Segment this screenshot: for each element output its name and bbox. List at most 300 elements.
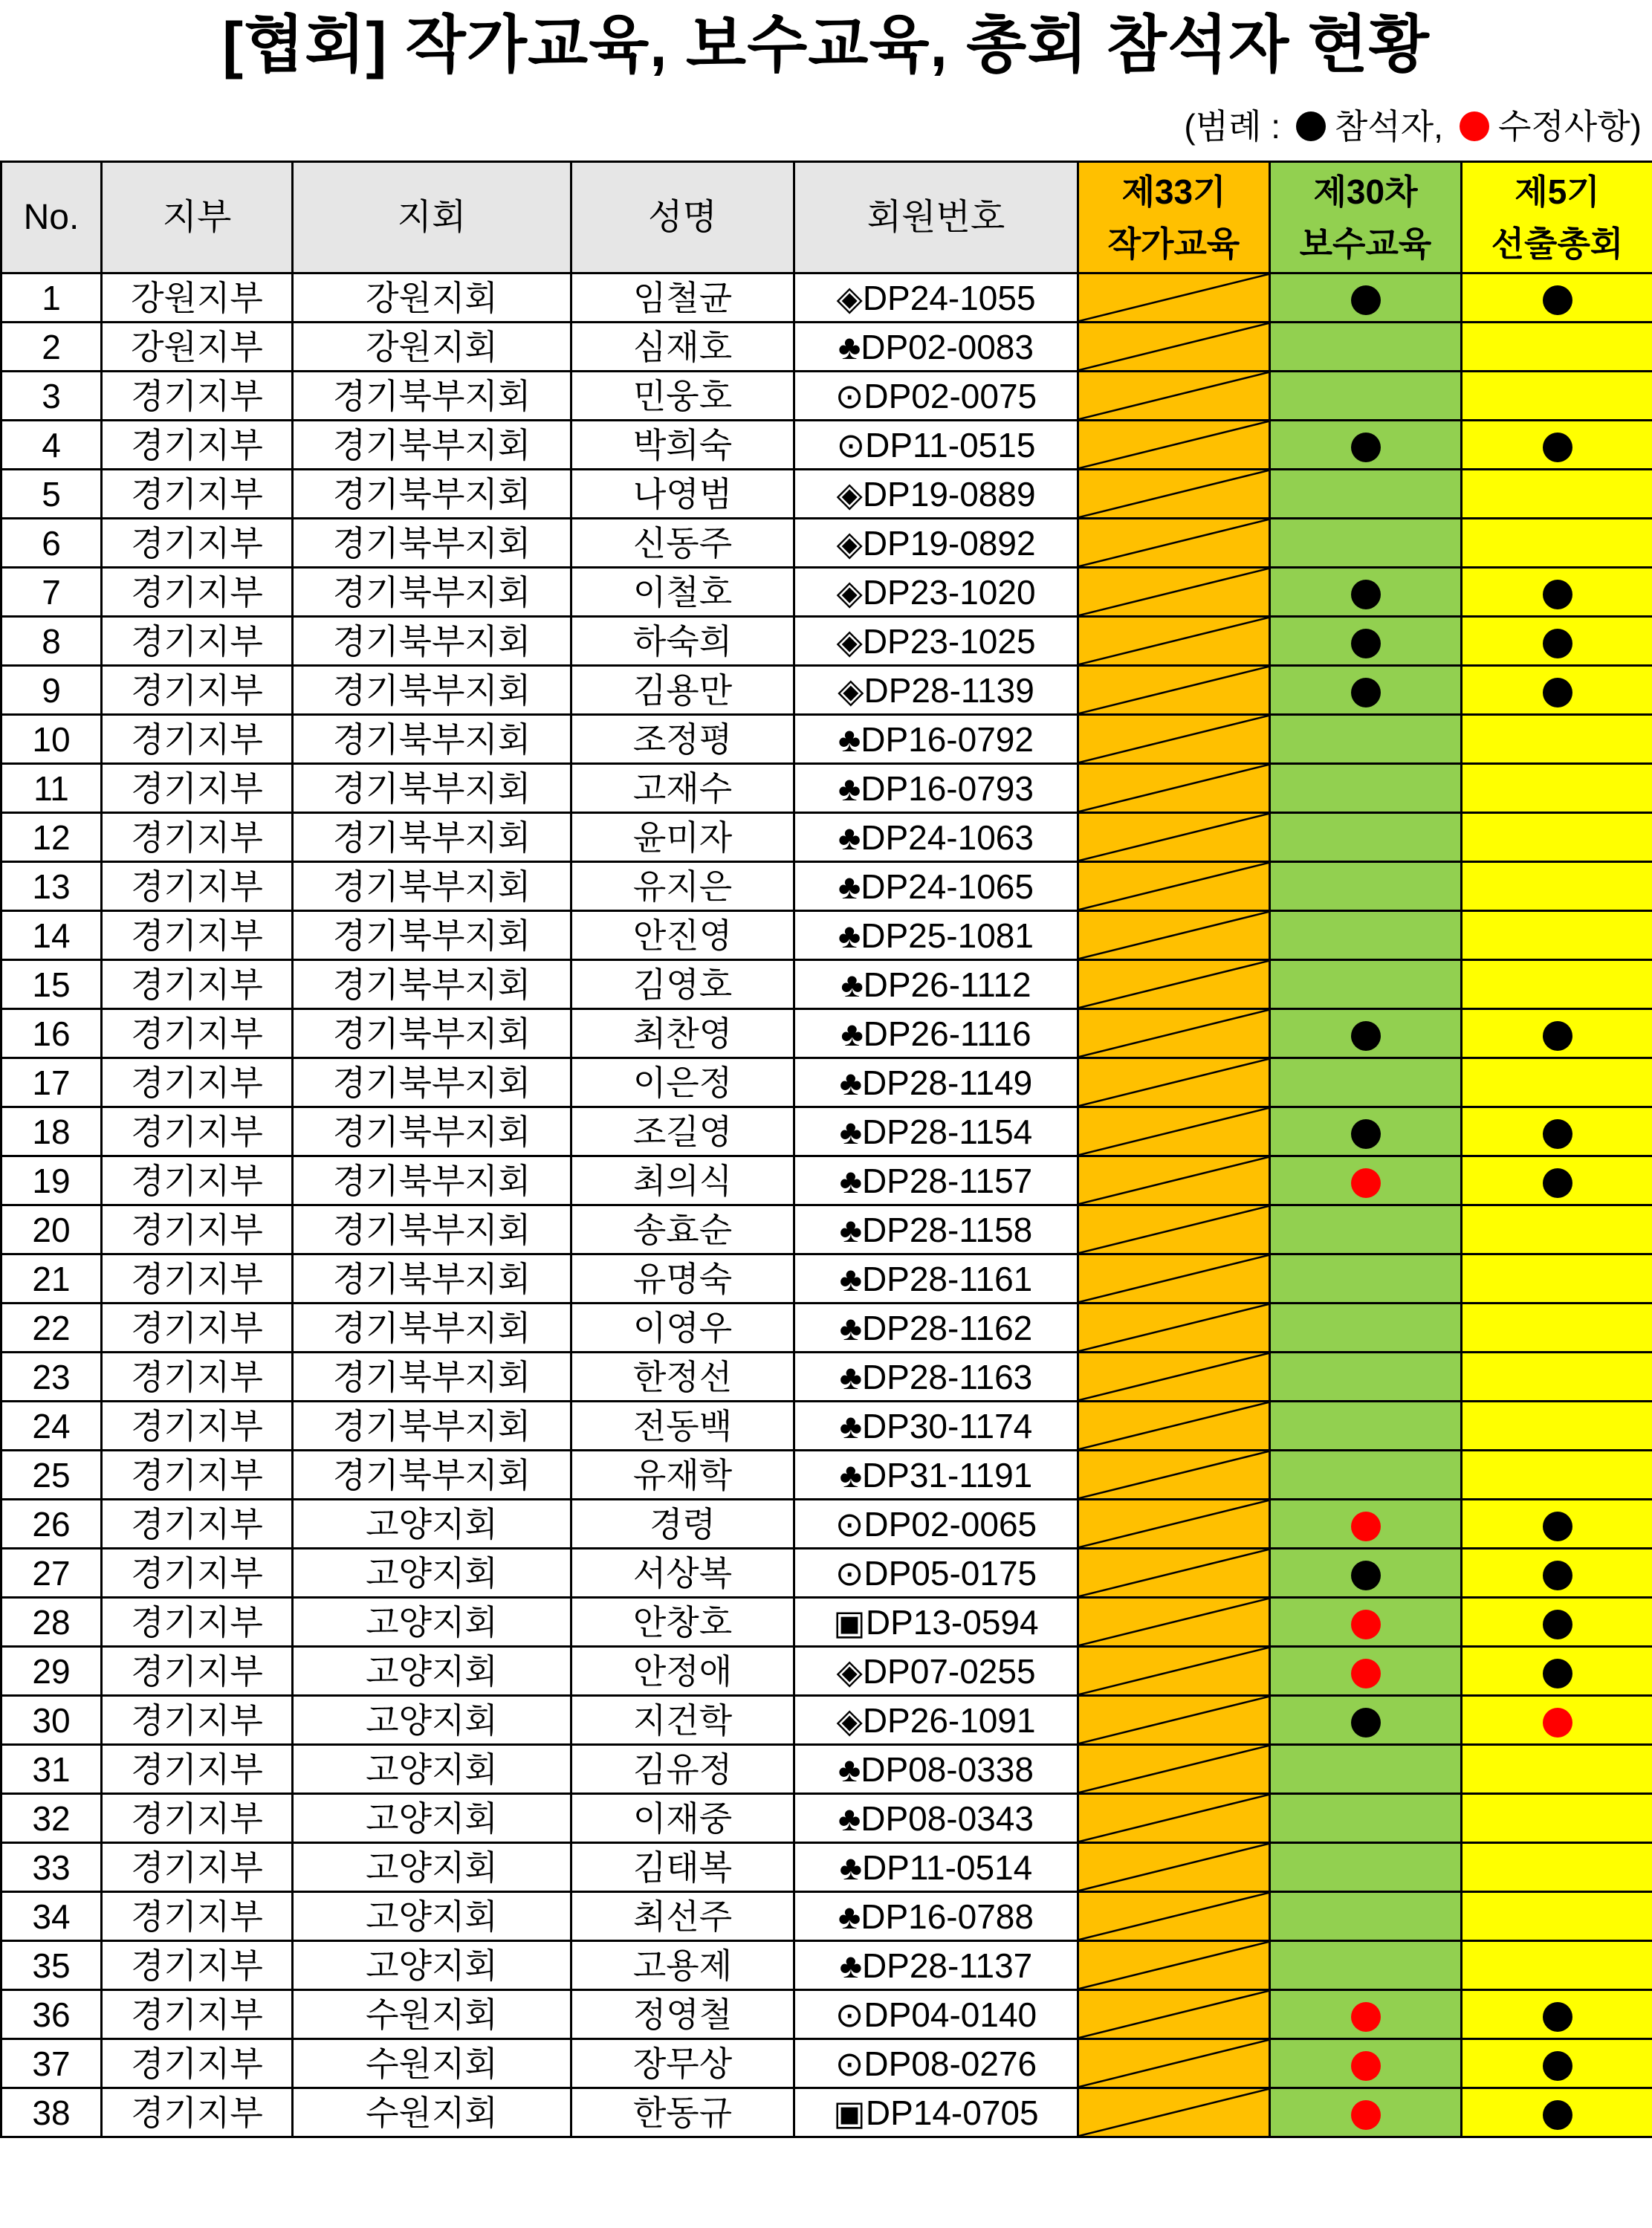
cell-continuing	[1270, 1843, 1462, 1892]
attendee-dot-icon	[1543, 629, 1572, 658]
diagonal-strike-icon	[1079, 912, 1269, 959]
cell-general	[1462, 372, 1652, 421]
cell-member-id: ♣DP31-1191	[794, 1451, 1078, 1500]
cell-education	[1078, 1794, 1270, 1843]
cell-name: 이은정	[571, 1058, 794, 1107]
cell-chapter: 경기북부지회	[293, 764, 571, 813]
cell-no: 19	[1, 1156, 102, 1205]
cell-continuing	[1270, 519, 1462, 568]
cell-branch: 경기지부	[102, 1598, 293, 1647]
header-continuing-line1: 제30차	[1313, 172, 1418, 211]
cell-name: 민웅호	[571, 372, 794, 421]
cell-member-id: ◈DP19-0892	[794, 519, 1078, 568]
cell-name: 최선주	[571, 1892, 794, 1941]
cell-member-id: ▣DP13-0594	[794, 1598, 1078, 1647]
cell-education	[1078, 1598, 1270, 1647]
cell-chapter: 경기북부지회	[293, 666, 571, 715]
cell-education	[1078, 1451, 1270, 1500]
cell-member-id: ⊙DP05-0175	[794, 1549, 1078, 1598]
cell-member-id: ⊙DP08-0276	[794, 2039, 1078, 2088]
cell-chapter: 경기북부지회	[293, 911, 571, 960]
diagonal-strike-icon	[1079, 1991, 1269, 2038]
cell-education	[1078, 568, 1270, 617]
header-education-line2: 작가교육	[1107, 224, 1240, 263]
cell-education	[1078, 1254, 1270, 1304]
diagonal-strike-icon	[1079, 1353, 1269, 1400]
table-row	[1, 1794, 1652, 1843]
cell-general	[1462, 960, 1652, 1009]
table-row	[1, 1647, 1652, 1696]
cell-continuing	[1270, 2088, 1462, 2137]
diagonal-strike-icon	[1079, 716, 1269, 762]
cell-chapter: 경기북부지회	[293, 1353, 571, 1402]
cell-education	[1078, 323, 1270, 372]
diagonal-strike-icon	[1079, 1549, 1269, 1596]
cell-name: 송효순	[571, 1205, 794, 1254]
cell-continuing	[1270, 862, 1462, 911]
diagonal-strike-icon	[1079, 814, 1269, 861]
cell-name: 고용제	[571, 1941, 794, 1990]
cell-continuing	[1270, 1058, 1462, 1107]
cell-branch: 경기지부	[102, 568, 293, 617]
cell-chapter: 경기북부지회	[293, 862, 571, 911]
cell-general	[1462, 1205, 1652, 1254]
attendance-table	[0, 161, 1652, 2138]
cell-member-id: ♣DP28-1149	[794, 1058, 1078, 1107]
cell-general	[1462, 568, 1652, 617]
header-row	[1, 162, 1652, 273]
diagonal-strike-icon	[1079, 1599, 1269, 1645]
cell-member-id: ▣DP14-0705	[794, 2088, 1078, 2137]
diagonal-strike-icon	[1079, 519, 1269, 566]
cell-name: 유재학	[571, 1451, 794, 1500]
cell-name: 안진영	[571, 911, 794, 960]
cell-education	[1078, 1843, 1270, 1892]
table-row	[1, 1451, 1652, 1500]
attendee-dot-icon	[1351, 580, 1381, 609]
cell-general	[1462, 1107, 1652, 1156]
table-row	[1, 1500, 1652, 1549]
diagonal-strike-icon	[1079, 421, 1269, 468]
cell-general	[1462, 862, 1652, 911]
cell-branch: 경기지부	[102, 1353, 293, 1402]
cell-chapter: 고양지회	[293, 1892, 571, 1941]
cell-education	[1078, 1402, 1270, 1451]
cell-branch: 경기지부	[102, 960, 293, 1009]
table-row	[1, 1402, 1652, 1451]
cell-education	[1078, 862, 1270, 911]
diagonal-strike-icon	[1079, 1108, 1269, 1155]
diagonal-strike-icon	[1079, 1010, 1269, 1057]
cell-chapter: 경기북부지회	[293, 715, 571, 764]
cell-no: 1	[1, 273, 102, 323]
cell-branch: 경기지부	[102, 715, 293, 764]
cell-chapter: 강원지회	[293, 323, 571, 372]
table-row	[1, 1009, 1652, 1058]
cell-general	[1462, 1843, 1652, 1892]
cell-member-id: ♣DP28-1163	[794, 1353, 1078, 1402]
cell-chapter: 경기북부지회	[293, 1402, 571, 1451]
diagonal-strike-icon	[1079, 1451, 1269, 1498]
header-general	[1462, 162, 1652, 273]
diagonal-strike-icon	[1079, 1942, 1269, 1989]
cell-general	[1462, 519, 1652, 568]
cell-name: 정영철	[571, 1990, 794, 2039]
table-row	[1, 960, 1652, 1009]
cell-education	[1078, 1647, 1270, 1696]
cell-no: 18	[1, 1107, 102, 1156]
cell-name: 지건학	[571, 1696, 794, 1745]
cell-education	[1078, 1304, 1270, 1353]
cell-no: 2	[1, 323, 102, 372]
attendee-dot-icon	[1351, 1021, 1381, 1051]
cell-general	[1462, 1745, 1652, 1794]
cell-no: 27	[1, 1549, 102, 1598]
diagonal-strike-icon	[1079, 372, 1269, 419]
cell-member-id: ♣DP26-1112	[794, 960, 1078, 1009]
cell-name: 김용만	[571, 666, 794, 715]
cell-continuing	[1270, 1205, 1462, 1254]
cell-continuing	[1270, 1990, 1462, 2039]
attendee-dot-icon	[1296, 111, 1326, 141]
cell-continuing	[1270, 1549, 1462, 1598]
attendee-dot-icon	[1543, 1021, 1572, 1051]
modified-dot-icon	[1351, 2051, 1381, 2081]
cell-name: 고재수	[571, 764, 794, 813]
header-general-line1: 제5기	[1515, 172, 1600, 211]
attendee-dot-icon	[1351, 433, 1381, 462]
table-row	[1, 1353, 1652, 1402]
cell-no: 5	[1, 470, 102, 519]
table-row	[1, 273, 1652, 323]
diagonal-strike-icon	[1079, 961, 1269, 1008]
attendee-dot-icon	[1543, 1168, 1572, 1198]
cell-no: 37	[1, 2039, 102, 2088]
page-title: [협회] 작가교육, 보수교육, 총회 참석자 현황	[222, 10, 1430, 80]
cell-name: 이철호	[571, 568, 794, 617]
cell-continuing	[1270, 617, 1462, 666]
cell-no: 22	[1, 1304, 102, 1353]
table-row	[1, 1156, 1652, 1205]
cell-education	[1078, 1549, 1270, 1598]
cell-continuing	[1270, 2039, 1462, 2088]
cell-name: 한정선	[571, 1353, 794, 1402]
table-row	[1, 1990, 1652, 2039]
cell-member-id: ◈DP19-0889	[794, 470, 1078, 519]
attendee-dot-icon	[1543, 2051, 1572, 2081]
cell-no: 28	[1, 1598, 102, 1647]
cell-general	[1462, 1009, 1652, 1058]
cell-branch: 강원지부	[102, 273, 293, 323]
cell-no: 3	[1, 372, 102, 421]
diagonal-strike-icon	[1079, 1206, 1269, 1253]
cell-continuing	[1270, 323, 1462, 372]
cell-chapter: 경기북부지회	[293, 1451, 571, 1500]
cell-chapter: 경기북부지회	[293, 1156, 571, 1205]
cell-branch: 경기지부	[102, 1843, 293, 1892]
cell-no: 10	[1, 715, 102, 764]
cell-member-id: ◈DP26-1091	[794, 1696, 1078, 1745]
modified-dot-icon	[1460, 111, 1489, 141]
diagonal-strike-icon	[1079, 569, 1269, 615]
cell-education	[1078, 666, 1270, 715]
cell-continuing	[1270, 666, 1462, 715]
cell-education	[1078, 1353, 1270, 1402]
cell-education	[1078, 2088, 1270, 2137]
cell-member-id: ♣DP28-1137	[794, 1941, 1078, 1990]
cell-name: 경령	[571, 1500, 794, 1549]
table-row	[1, 470, 1652, 519]
cell-general	[1462, 617, 1652, 666]
cell-continuing	[1270, 372, 1462, 421]
cell-branch: 경기지부	[102, 764, 293, 813]
cell-no: 24	[1, 1402, 102, 1451]
cell-education	[1078, 1696, 1270, 1745]
attendee-dot-icon	[1351, 1119, 1381, 1149]
cell-education	[1078, 1500, 1270, 1549]
cell-chapter: 수원지회	[293, 2039, 571, 2088]
cell-name: 나영범	[571, 470, 794, 519]
cell-no: 32	[1, 1794, 102, 1843]
table-row	[1, 1107, 1652, 1156]
cell-member-id: ♣DP16-0788	[794, 1892, 1078, 1941]
table-row	[1, 323, 1652, 372]
cell-branch: 경기지부	[102, 1205, 293, 1254]
cell-general	[1462, 421, 1652, 470]
cell-general	[1462, 1892, 1652, 1941]
table-row	[1, 519, 1652, 568]
cell-continuing	[1270, 911, 1462, 960]
attendee-dot-icon	[1351, 678, 1381, 707]
cell-member-id: ♣DP26-1116	[794, 1009, 1078, 1058]
cell-member-id: ♣DP25-1081	[794, 911, 1078, 960]
cell-no: 26	[1, 1500, 102, 1549]
header-education-line1: 제33기	[1121, 172, 1226, 211]
cell-branch: 경기지부	[102, 2088, 293, 2137]
table-row	[1, 1941, 1652, 1990]
diagonal-strike-icon	[1079, 1893, 1269, 1940]
cell-chapter: 고양지회	[293, 1500, 571, 1549]
cell-chapter: 고양지회	[293, 1843, 571, 1892]
cell-education	[1078, 813, 1270, 862]
diagonal-strike-icon	[1079, 1697, 1269, 1743]
cell-education	[1078, 1009, 1270, 1058]
cell-member-id: ⊙DP02-0075	[794, 372, 1078, 421]
cell-education	[1078, 1745, 1270, 1794]
cell-no: 20	[1, 1205, 102, 1254]
table-row	[1, 715, 1652, 764]
cell-education	[1078, 1892, 1270, 1941]
cell-member-id: ♣DP24-1065	[794, 862, 1078, 911]
cell-continuing	[1270, 1254, 1462, 1304]
cell-general	[1462, 1402, 1652, 1451]
cell-education	[1078, 1156, 1270, 1205]
cell-education	[1078, 960, 1270, 1009]
modified-dot-icon	[1351, 2002, 1381, 2032]
cell-no: 12	[1, 813, 102, 862]
cell-branch: 경기지부	[102, 911, 293, 960]
modified-dot-icon	[1351, 1659, 1381, 1688]
cell-continuing	[1270, 1107, 1462, 1156]
diagonal-strike-icon	[1079, 1500, 1269, 1547]
cell-no: 29	[1, 1647, 102, 1696]
cell-branch: 경기지부	[102, 862, 293, 911]
diagonal-strike-icon	[1079, 1059, 1269, 1106]
header-general-line2: 선출총회	[1491, 224, 1624, 263]
cell-branch: 경기지부	[102, 1058, 293, 1107]
cell-continuing	[1270, 421, 1462, 470]
cell-education	[1078, 617, 1270, 666]
cell-name: 한동규	[571, 2088, 794, 2137]
table-body	[1, 273, 1652, 2137]
cell-member-id: ♣DP28-1158	[794, 1205, 1078, 1254]
cell-name: 김영호	[571, 960, 794, 1009]
cell-name: 하숙희	[571, 617, 794, 666]
legend	[1184, 103, 1642, 150]
cell-chapter: 고양지회	[293, 1696, 571, 1745]
cell-branch: 경기지부	[102, 372, 293, 421]
cell-continuing	[1270, 960, 1462, 1009]
attendee-dot-icon	[1543, 678, 1572, 707]
table-row	[1, 1254, 1652, 1304]
cell-chapter: 고양지회	[293, 1647, 571, 1696]
cell-education	[1078, 519, 1270, 568]
cell-no: 9	[1, 666, 102, 715]
cell-chapter: 고양지회	[293, 1549, 571, 1598]
cell-general	[1462, 1941, 1652, 1990]
cell-branch: 경기지부	[102, 1304, 293, 1353]
cell-member-id: ♣DP30-1174	[794, 1402, 1078, 1451]
cell-chapter: 경기북부지회	[293, 470, 571, 519]
table-row	[1, 813, 1652, 862]
cell-continuing	[1270, 273, 1462, 323]
attendee-dot-icon	[1543, 1561, 1572, 1590]
attendee-dot-icon	[1543, 2002, 1572, 2032]
table-row	[1, 1304, 1652, 1353]
cell-no: 11	[1, 764, 102, 813]
cell-branch: 경기지부	[102, 1107, 293, 1156]
table-row	[1, 617, 1652, 666]
legend-prefix: (범례 :	[1184, 107, 1290, 146]
table-row	[1, 862, 1652, 911]
cell-chapter: 경기북부지회	[293, 519, 571, 568]
diagonal-strike-icon	[1079, 765, 1269, 812]
attendee-dot-icon	[1543, 1659, 1572, 1688]
cell-chapter: 수원지회	[293, 1990, 571, 2039]
header-name: 성명	[571, 162, 794, 273]
cell-chapter: 고양지회	[293, 1941, 571, 1990]
diagonal-strike-icon	[1079, 2089, 1269, 2136]
diagonal-strike-icon	[1079, 863, 1269, 910]
cell-chapter: 경기북부지회	[293, 1058, 571, 1107]
cell-general	[1462, 911, 1652, 960]
cell-member-id: ♣DP16-0793	[794, 764, 1078, 813]
cell-chapter: 수원지회	[293, 2088, 571, 2137]
cell-member-id: ⊙DP11-0515	[794, 421, 1078, 470]
table-row	[1, 1696, 1652, 1745]
cell-general	[1462, 1990, 1652, 2039]
cell-branch: 경기지부	[102, 1990, 293, 2039]
cell-education	[1078, 421, 1270, 470]
cell-general	[1462, 273, 1652, 323]
cell-branch: 경기지부	[102, 1745, 293, 1794]
cell-name: 이영우	[571, 1304, 794, 1353]
attendee-dot-icon	[1543, 2100, 1572, 2130]
cell-continuing	[1270, 1745, 1462, 1794]
cell-branch: 경기지부	[102, 1451, 293, 1500]
cell-continuing	[1270, 1500, 1462, 1549]
cell-name: 김태복	[571, 1843, 794, 1892]
cell-no: 23	[1, 1353, 102, 1402]
cell-continuing	[1270, 1304, 1462, 1353]
cell-chapter: 경기북부지회	[293, 421, 571, 470]
cell-continuing	[1270, 470, 1462, 519]
cell-education	[1078, 1990, 1270, 2039]
cell-continuing	[1270, 813, 1462, 862]
cell-branch: 경기지부	[102, 1549, 293, 1598]
table-row	[1, 1058, 1652, 1107]
cell-no: 30	[1, 1696, 102, 1745]
cell-continuing	[1270, 1353, 1462, 1402]
cell-general	[1462, 1647, 1652, 1696]
header-continuing-line2: 보수교육	[1299, 224, 1432, 263]
cell-general	[1462, 813, 1652, 862]
cell-chapter: 강원지회	[293, 273, 571, 323]
cell-member-id: ◈DP28-1139	[794, 666, 1078, 715]
table-row	[1, 1745, 1652, 1794]
cell-general	[1462, 1696, 1652, 1745]
attendee-dot-icon	[1351, 1561, 1381, 1590]
cell-chapter: 경기북부지회	[293, 1254, 571, 1304]
cell-branch: 경기지부	[102, 519, 293, 568]
cell-continuing	[1270, 1451, 1462, 1500]
cell-name: 장무상	[571, 2039, 794, 2088]
diagonal-strike-icon	[1079, 667, 1269, 713]
cell-member-id: ♣DP08-0338	[794, 1745, 1078, 1794]
cell-branch: 강원지부	[102, 323, 293, 372]
cell-chapter: 경기북부지회	[293, 1205, 571, 1254]
diagonal-strike-icon	[1079, 1402, 1269, 1449]
cell-no: 31	[1, 1745, 102, 1794]
cell-continuing	[1270, 1598, 1462, 1647]
cell-continuing	[1270, 1696, 1462, 1745]
cell-name: 최의식	[571, 1156, 794, 1205]
header-no: No.	[1, 162, 102, 273]
attendee-dot-icon	[1351, 629, 1381, 658]
diagonal-strike-icon	[1079, 1157, 1269, 1204]
cell-member-id: ♣DP24-1063	[794, 813, 1078, 862]
cell-member-id: ♣DP28-1162	[794, 1304, 1078, 1353]
cell-education	[1078, 1107, 1270, 1156]
cell-general	[1462, 1549, 1652, 1598]
cell-chapter: 경기북부지회	[293, 568, 571, 617]
cell-education	[1078, 2039, 1270, 2088]
table-row	[1, 568, 1652, 617]
cell-education	[1078, 372, 1270, 421]
cell-education	[1078, 273, 1270, 323]
table-row	[1, 2039, 1652, 2088]
cell-member-id: ⊙DP04-0140	[794, 1990, 1078, 2039]
cell-chapter: 경기북부지회	[293, 372, 571, 421]
cell-branch: 경기지부	[102, 470, 293, 519]
cell-general	[1462, 470, 1652, 519]
cell-general	[1462, 2039, 1652, 2088]
attendee-dot-icon	[1543, 285, 1572, 315]
cell-no: 25	[1, 1451, 102, 1500]
cell-branch: 경기지부	[102, 1647, 293, 1696]
cell-general	[1462, 1598, 1652, 1647]
header-chapter: 지회	[293, 162, 571, 273]
